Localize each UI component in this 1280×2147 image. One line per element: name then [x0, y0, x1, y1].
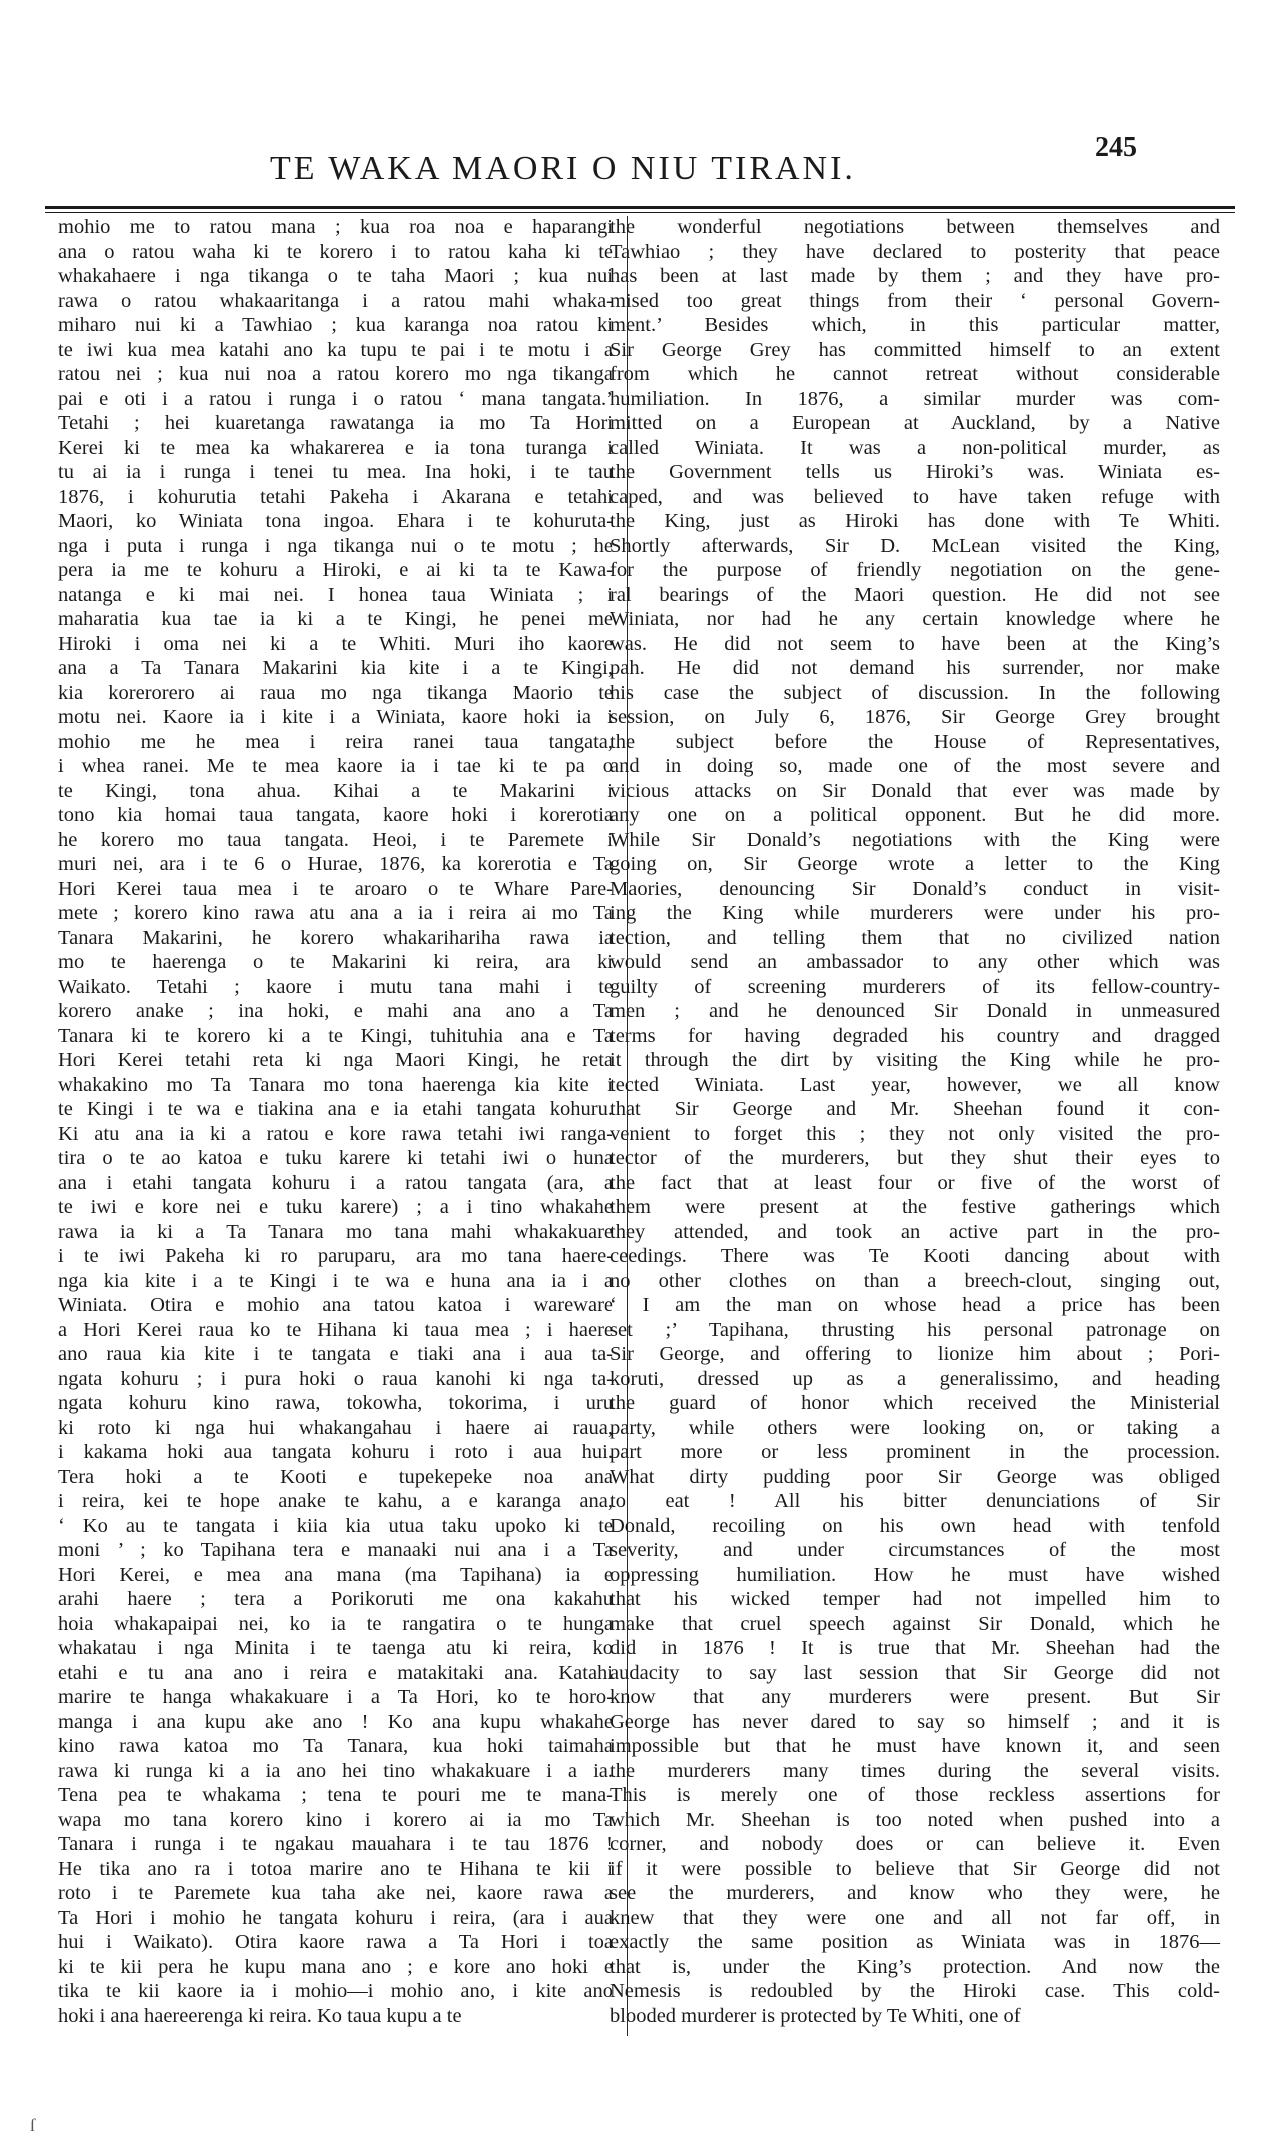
text-line: hoia whakapaipai nei, ko ia te rangatira o te hunga: [58, 1612, 613, 1635]
text-line: ngata kohuru ; i pura hoki o raua kanohi ki nga ta-: [58, 1367, 613, 1390]
text-line: tono kia homai taua tangata, kaore hoki i korerotia: [58, 804, 613, 826]
text-line: tira o te ao katoa e tuku karere ki tetahi iwi o huna: [58, 1147, 613, 1169]
text-line: corner, and nobody does or can believe it. Even: [610, 1833, 1220, 1855]
text-line: Tera hoki a te Kooti e tupekepeke noa ana: [58, 1465, 613, 1488]
text-line: his case the subject of discussion. In the following: [610, 681, 1220, 704]
text-line: ‘ Ko au te tangata i kiia kia utua taku upoko ki te: [58, 1514, 613, 1537]
text-line: ing the King while murderers were under his pro-: [610, 902, 1220, 924]
text-line: Tawhiao ; they have declared to posterity that peace: [610, 240, 1220, 263]
text-line: whakakino mo Ta Tanara mo tona haerenga kia kite i: [58, 1073, 613, 1096]
text-line: rawa ki runga ki a ia ano hei tino whakakuare i a ia.: [58, 1759, 613, 1782]
text-line: guilty of screening murderers of its fellow-country-: [610, 975, 1220, 998]
text-line: i reira, kei te hope anake te kahu, a e karanga ana,: [58, 1490, 613, 1512]
text-line: maharatia kua tae ia ki a te Kingi, he penei me: [58, 608, 613, 630]
text-line: While Sir Donald’s negotiations with the King were: [610, 828, 1220, 851]
text-line: ana o ratou waha ki te korero i to ratou kaha ki te: [58, 240, 613, 263]
text-line: natanga e ki mai nei. I honea taua Winiata ; i: [58, 583, 613, 606]
text-line: rawa ia ki a Ta Tanara mo tana mahi whakakuare: [58, 1220, 613, 1243]
text-line: severity, and under circumstances of the most: [610, 1539, 1220, 1561]
text-line: roto i te Paremete kua taha ake nei, kaore rawa a: [58, 1882, 613, 1904]
text-line: te Kingi, tona ahua. Kihai a te Makarini i: [58, 779, 613, 802]
text-line: set ;’ Tapihana, thrusting his personal patronage on: [610, 1318, 1220, 1341]
text-line: kia korerorero ai raua mo nga tikanga Maorio te: [58, 681, 613, 704]
text-line: that Sir George and Mr. Sheehan found it con-: [610, 1098, 1220, 1120]
text-line: Tena pea te whakama ; tena te pouri me te mana-: [58, 1784, 613, 1806]
text-line: knew that they were one and all not far off, in: [610, 1906, 1220, 1929]
text-line: ratou nei ; kua nui noa a ratou korero mo nga tikanga: [58, 363, 613, 385]
text-line: Tanara i runga i te ngakau mauahara i te tau 1876 !: [58, 1833, 613, 1855]
text-line: that his wicked temper had not impelled him to: [610, 1588, 1220, 1610]
text-line: he korero mo taua tangata. Heoi, i te Paremete i: [58, 828, 613, 851]
text-line: He tika ano ra i totoa marire ano te Hihana te kii i: [58, 1857, 613, 1880]
text-line: hui i Waikato). Otira kaore rawa a Ta Hori i toa: [58, 1931, 613, 1953]
text-line: caped, and was believed to have taken refuge with: [610, 485, 1220, 508]
text-line: the King, just as Hiroki has done with Te Whiti.: [610, 510, 1220, 532]
text-line: hoki i ana haereerenga ki reira. Ko taua kupu a te: [58, 2004, 462, 2027]
text-line: ana a Ta Tanara Makarini kia kite i a te Kingi,: [58, 657, 613, 679]
text-line: rawa o ratou whakaaritanga i a ratou mahi whaka-: [58, 289, 613, 312]
text-line: te iwi kua mea katahi ano ka tupu te pai i te motu i a: [58, 338, 613, 361]
text-line: ceedings. There was Te Kooti dancing about with: [610, 1245, 1220, 1267]
text-line: if it were possible to believe that Sir George did not: [610, 1857, 1220, 1880]
text-line: party, while others were looking on, or taking a: [610, 1416, 1220, 1439]
text-line: any one on a political opponent. But he did more.: [610, 804, 1220, 826]
header-rule: [45, 206, 1235, 209]
text-line: the Government tells us Hiroki’s was. Winiata es-: [610, 461, 1220, 483]
text-line: whakahaere i nga tikanga o te taha Maori ; kua nui: [58, 265, 613, 287]
text-line: manga i ana kupu ake ano ! Ko ana kupu whakahe: [58, 1710, 613, 1733]
text-line: Shortly afterwards, Sir D. McLean visited the King,: [610, 534, 1220, 557]
text-line: tector of the murderers, but they shut their eyes to: [610, 1147, 1220, 1169]
text-line: a Hori Kerei raua ko te Hihana ki taua mea ; i haere: [58, 1318, 613, 1341]
text-line: te iwi e kore nei e tuku karere) ; a i tino whakahe: [58, 1196, 613, 1218]
text-line: ki roto ki nga hui whakangahau i haere ai raua,: [58, 1416, 613, 1439]
text-line: mitted on a European at Auckland, by a Native: [610, 412, 1220, 434]
text-line: Maories, denouncing Sir Donald’s conduct in visit-: [610, 877, 1220, 900]
text-line: it through the dirt by visiting the King while he pro-: [610, 1049, 1220, 1071]
text-line: which Mr. Sheehan is too noted when pushed into a: [610, 1808, 1220, 1831]
text-line: This is merely one of those reckless assertions for: [610, 1784, 1220, 1806]
text-line: the guard of honor which received the Ministerial: [610, 1392, 1220, 1414]
text-line: muri nei, ara i te 6 o Hurae, 1876, ka korerotia e Ta: [58, 853, 613, 875]
text-line: session, on July 6, 1876, Sir George Grey brought: [610, 706, 1220, 728]
text-line: Ki atu ana ia ki a ratou e kore rawa tetahi iwi ranga-: [58, 1122, 613, 1145]
text-line: impossible but that he must have known it, and seen: [610, 1735, 1220, 1757]
text-line: Tetahi ; hei kuaretanga rawatanga ia mo Ta Hori: [58, 412, 613, 434]
text-line: for the purpose of friendly negotiation on the gene-: [610, 559, 1220, 581]
text-line: vicious attacks on Sir Donald that ever was made by: [610, 779, 1220, 802]
text-line: going on, Sir George wrote a letter to the King: [610, 853, 1220, 875]
text-line: them were present at the festive gatherings which: [610, 1196, 1220, 1218]
text-line: ano raua kia kite i te tangata e tiaki ana i aua ta-: [58, 1343, 613, 1365]
text-line: te Kingi i te wa e tiakina ana e ia etahi tangata kohuru.: [58, 1098, 613, 1120]
text-line: exactly the same position as Winiata was in 1876—: [610, 1931, 1220, 1953]
text-line: ngata kohuru kino rawa, tokowha, tokorima, i uru: [58, 1392, 613, 1414]
text-line: i te iwi Pakeha ki ro paruparu, ara mo tana haere-: [58, 1245, 613, 1267]
text-line: marire te hanga whakakuare i a Ta Hori, ko te horo-: [58, 1686, 613, 1708]
text-line: Sir George Grey has committed himself to an extent: [610, 338, 1220, 361]
text-line: pah. He did not demand his surrender, nor make: [610, 657, 1220, 679]
margin-mark: ſ: [30, 2115, 36, 2135]
text-line: mohio me to ratou mana ; kua roa noa e haparangi: [58, 216, 613, 238]
text-line: tection, and telling them that no civilized nation: [610, 926, 1220, 949]
page-header: [0, 0, 1280, 200]
text-line: i kakama hoki aua tangata kohuru i roto i aua hui.: [58, 1441, 613, 1463]
text-line: ment.’ Besides which, in this particular matter,: [610, 314, 1220, 336]
text-line: make that cruel speech against Sir Donald, which he: [610, 1612, 1220, 1635]
text-line: Hori Kerei tetahi reta ki nga Maori Kingi, he reta: [58, 1049, 613, 1071]
text-line: tu ai ia i runga i tenei tu mea. Ina hoki, i te tau: [58, 461, 613, 483]
text-line: What dirty pudding poor Sir George was obliged: [610, 1465, 1220, 1488]
text-line: Winiata. Otira e mohio ana tatou katoa i wareware: [58, 1294, 613, 1316]
text-line: the wonderful negotiations between themselves and: [610, 216, 1220, 238]
text-line: Tanara ki te korero ki a te Kingi, tuhituhia ana e Ta: [58, 1024, 613, 1047]
text-line: to eat ! All his bitter denunciations of Sir: [610, 1490, 1220, 1512]
text-line: has been at last made by them ; and they have pro-: [610, 265, 1220, 287]
text-line: ana i etahi tangata kohuru i a ratou tangata (ara, a: [58, 1171, 613, 1194]
text-line: mo te haerenga o te Makarini ki reira, ara ki: [58, 951, 613, 973]
text-line: men ; and he denounced Sir Donald in unmeasured: [610, 1000, 1220, 1022]
text-line: Winiata, nor had he any certain knowledge where he: [610, 608, 1220, 630]
text-line: did in 1876 ! It is true that Mr. Sheehan had the: [610, 1637, 1220, 1659]
text-line: Waikato. Tetahi ; kaore i mutu tana mahi i te: [58, 975, 613, 998]
text-line: ‘ I am the man on whose head a price has been: [610, 1294, 1220, 1316]
text-line: the subject before the House of Representatives,: [610, 730, 1220, 753]
text-line: terms for having degraded his country and dragged: [610, 1024, 1220, 1047]
text-line: mohio me he mea i reira ranei taua tangata,: [58, 730, 613, 753]
text-line: korero anake ; ina hoki, e mahi ana ano a Ta: [58, 1000, 613, 1022]
text-line: tected Winiata. Last year, however, we all know: [610, 1073, 1220, 1096]
text-line: know that any murderers were present. But Sir: [610, 1686, 1220, 1708]
text-line: ki te kii pera he kupu mana ano ; e kore ano hoki e: [58, 1955, 613, 1978]
text-line: venient to forget this ; they not only visited the pro-: [610, 1122, 1220, 1145]
page-title: TE WAKA MAORI O NIU TIRANI.: [270, 150, 856, 187]
text-line: called Winiata. It was a non-political murder, as: [610, 436, 1220, 459]
text-line: kino rawa katoa mo Ta Tanara, kua hoki taimaha: [58, 1735, 613, 1757]
text-line: ral bearings of the Maori question. He did not see: [610, 583, 1220, 606]
text-line: Kerei ki te mea ka whakarerea e ia tona turanga i: [58, 436, 613, 459]
text-line: Hori Kerei, e mea ana mana (ma Tapihana) ia e: [58, 1563, 613, 1586]
text-line: moni ’ ; ko Tapihana tera e manaaki nui ana i a Ta: [58, 1539, 613, 1561]
text-line: nga i puta i runga i nga tikanga nui o te motu ; he: [58, 534, 613, 557]
text-line: part more or less prominent in the procession.: [610, 1441, 1220, 1463]
header-subrule: [45, 212, 1235, 213]
text-line: nga kia kite i a te Kingi i te wa e huna ana ia i a: [58, 1269, 613, 1292]
text-line: mised too great things from their ‘ personal Govern-: [610, 289, 1220, 312]
text-line: blooded murderer is protected by Te Whiti, one of: [610, 2004, 1021, 2027]
text-line: tika te kii kaore ia i mohio—i mohio ano, i kite ano: [58, 1980, 613, 2002]
page-number: 245: [1095, 132, 1137, 163]
text-line: and in doing so, made one of the most severe and: [610, 755, 1220, 777]
text-line: Hiroki i oma nei ki a te Whiti. Muri iho kaore: [58, 632, 613, 655]
text-line: Donald, recoiling on his own head with tenfold: [610, 1514, 1220, 1537]
text-line: see the murderers, and know who they were, he: [610, 1882, 1220, 1904]
text-line: the fact that at least four or five of the worst of: [610, 1171, 1220, 1194]
text-line: no other clothes on than a breech-clout, singing out,: [610, 1269, 1220, 1292]
text-line: i whea ranei. Me te mea kaore ia i tae ki te pa o: [58, 755, 613, 777]
text-line: whakatau i nga Minita i te taenga atu ki reira, ko: [58, 1637, 613, 1659]
text-line: from which he cannot retreat without considerable: [610, 363, 1220, 385]
text-line: pai e oti i a ratou i runga i o ratou ‘ mana tangata.’: [58, 387, 613, 410]
text-line: would send an ambassador to any other which was: [610, 951, 1220, 973]
text-line: was. He did not seem to have been at the King’s: [610, 632, 1220, 655]
text-line: Nemesis is redoubled by the Hiroki case. This cold-: [610, 1980, 1220, 2002]
text-line: oppressing humiliation. How he must have wished: [610, 1563, 1220, 1586]
right-column-english-text: [610, 215, 1220, 2028]
text-line: wapa mo tana korero kino i korero ai ia mo Ta: [58, 1808, 613, 1831]
text-line: Tanara Makarini, he korero whakarihariha rawa ia: [58, 926, 613, 949]
text-line: motu nei. Kaore ia i kite i a Winiata, kaore hoki ia i: [58, 706, 613, 728]
text-line: audacity to say last session that Sir George did not: [610, 1661, 1220, 1684]
text-line: that is, under the King’s protection. And now the: [610, 1955, 1220, 1978]
text-line: etahi e tu ana ano i reira e matakitaki ana. Katahi: [58, 1661, 613, 1684]
text-line: Hori Kerei taua mea i te aroaro o te Whare Pare-: [58, 877, 613, 900]
text-line: Sir George, and offering to lionize him about ; Pori-: [610, 1343, 1220, 1365]
text-line: arahi haere ; tera a Porikoruti me ona kakahu: [58, 1588, 613, 1610]
text-line: George has never dared to say so himself ; and it is: [610, 1710, 1220, 1733]
text-line: Maori, ko Winiata tona ingoa. Ehara i te kohuruta-: [58, 510, 613, 532]
text-line: they attended, and took an active part in the pro-: [610, 1220, 1220, 1243]
text-line: miharo nui ki a Tawhiao ; kua karanga noa ratou ki: [58, 314, 613, 336]
text-line: the murderers many times during the several visits.: [610, 1759, 1220, 1782]
text-line: Ta Hori i mohio he tangata kohuru i reira, (ara i aua: [58, 1906, 613, 1929]
text-line: 1876, i kohurutia tetahi Pakeha i Akarana e tetahi: [58, 485, 613, 508]
text-line: mete ; korero kino rawa atu ana a ia i reira ai mo Ta: [58, 902, 613, 924]
text-line: humiliation. In 1876, a similar murder was com-: [610, 387, 1220, 410]
text-line: pera ia me te kohuru a Hiroki, e ai ki ta te Kawa-: [58, 559, 613, 581]
left-column-maori-text: [58, 215, 613, 2028]
text-line: koruti, dressed up as a generalissimo, and heading: [610, 1367, 1220, 1390]
